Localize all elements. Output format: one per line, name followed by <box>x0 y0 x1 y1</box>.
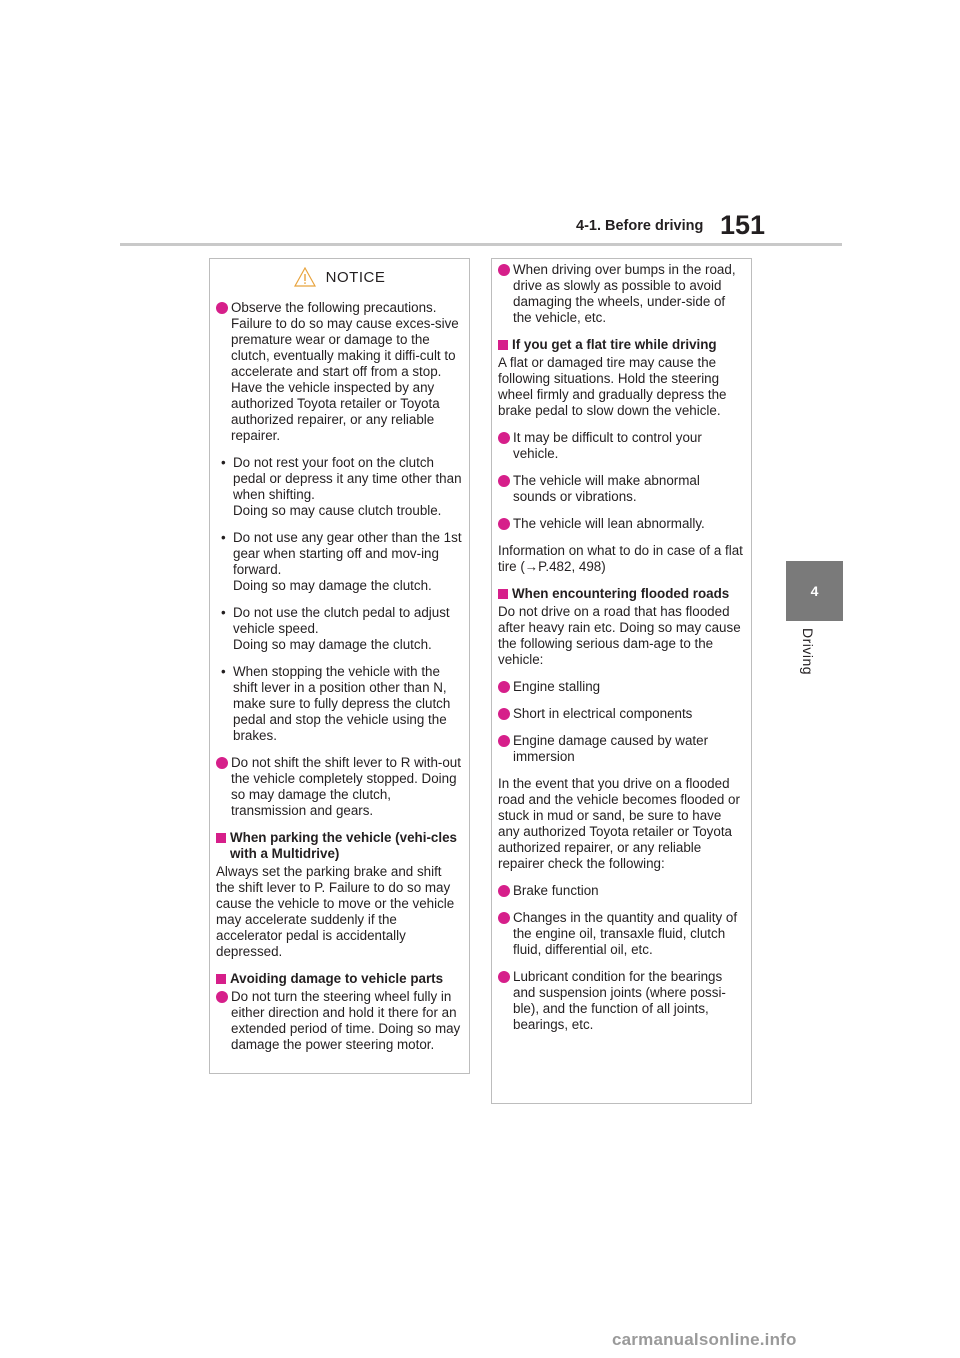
list-item: The vehicle will lean abnormally. <box>498 516 745 532</box>
bullet-icon <box>498 681 510 693</box>
list-item: Observe the following precautions. Failure to do so may cause exces-sive premature wear or damage to the clutch, eventually making it diffi-cult to accelerate and start off from a stop. Have the vehicle inspected by any authorized Toyota retailer or Toyota authorized repairer, or any reliable repairer. <box>216 300 463 444</box>
section-heading: When encountering flooded roads <box>498 586 745 602</box>
notice-title: NOTICE <box>325 268 386 286</box>
bullet-icon <box>216 757 228 769</box>
bullet-icon <box>498 708 510 720</box>
list-item: The vehicle will make abnormal sounds or vibrations. <box>498 473 745 505</box>
chapter-label: Driving <box>800 628 816 676</box>
section-heading: If you get a flat tire while driving <box>498 337 745 353</box>
header-rule <box>120 243 842 246</box>
list-item: • Do not use the clutch pedal to adjust vehicle speed. Doing so may damage the clutch. <box>221 605 450 652</box>
paragraph: In the event that you drive on a flooded road and the vehicle becomes flooded or stuck in mud or sand, be sure to have any authorized Toyota retailer or Toyota authorized repairer, or any reliable repairer check the following: <box>498 776 740 871</box>
list-item: Engine stalling <box>498 679 745 695</box>
list-item: Brake function <box>498 883 745 899</box>
square-bullet-icon <box>498 340 508 350</box>
bullet-icon <box>498 735 510 747</box>
section-heading: Avoiding damage to vehicle parts <box>216 971 463 987</box>
square-bullet-icon <box>216 833 226 843</box>
list-item: • When stopping the vehicle with the shift lever in a position other than N, make sure to fully depress the clutch pedal and stop the vehicle using the brakes. <box>221 664 451 743</box>
notice-header <box>216 265 463 289</box>
square-bullet-icon <box>498 589 508 599</box>
page-number: 151 <box>720 210 766 240</box>
bullet-icon <box>498 518 510 530</box>
bullet-icon <box>216 991 228 1003</box>
list-item: It may be difficult to control your vehicle. <box>498 430 745 462</box>
section-heading: When parking the vehicle (vehi-cles with a Multidrive) <box>216 830 463 862</box>
dash-bullet-icon: • <box>221 455 226 470</box>
list-item: Engine damage caused by water immersion <box>498 733 745 765</box>
paragraph: Information on what to do in case of a flat tire (→P.482, 498) <box>498 543 743 574</box>
bullet-icon <box>498 264 510 276</box>
dash-bullet-icon: • <box>221 530 226 545</box>
notice-panel-continued <box>491 258 752 1104</box>
paragraph: Do not drive on a road that has flooded after heavy rain etc. Doing so may cause the following serious dam-age to the vehicle: <box>498 604 741 667</box>
paragraph: A flat or damaged tire may cause the following situations. Hold the steering wheel firmly and gradually depress the brake pedal to slow down the vehicle. <box>498 355 727 418</box>
paragraph: Always set the parking brake and shift the shift lever to P. Failure to do so may cause the vehicle to move or the vehicle may accelerate suddenly if the accelerator pedal is accidentally depressed. <box>216 864 455 959</box>
header-section-title: 4-1. Before driving <box>576 218 704 234</box>
list-item: • Do not rest your foot on the clutch pedal or depress it any time other than when shifting. Doing so may cause clutch trouble. <box>221 455 462 518</box>
list-item: Changes in the quantity and quality of the engine oil, transaxle fluid, clutch fluid, differential oil, etc. <box>498 910 745 958</box>
bullet-icon <box>498 971 510 983</box>
list-item: When driving over bumps in the road, drive as slowly as possible to avoid damaging the wheels, under-side of the vehicle, etc. <box>498 262 745 326</box>
bullet-icon <box>498 432 510 444</box>
watermark: carmanualsonline.info <box>612 1330 797 1349</box>
dash-bullet-icon: • <box>221 605 226 620</box>
bullet-icon <box>498 885 510 897</box>
list-item: Do not turn the steering wheel fully in either direction and hold it there for an extended period of time. Doing so may damage the power steering motor. <box>216 989 463 1053</box>
list-item: Lubricant condition for the bearings and suspension joints (where possi-ble), and the function of all joints, bearings, etc. <box>498 969 745 1033</box>
chapter-tab: 4 <box>786 561 843 621</box>
list-item: Do not shift the shift lever to R with-out the vehicle completely stopped. Doing so may damage the clutch, transmission and gears. <box>216 755 463 819</box>
bullet-icon <box>498 475 510 487</box>
dash-bullet-icon: • <box>221 664 226 679</box>
bullet-icon <box>216 302 228 314</box>
notice-panel <box>209 258 470 1074</box>
bullet-icon <box>498 912 510 924</box>
list-item: • Do not use any gear other than the 1st gear when starting off and mov-ing forward. Doing so may damage the clutch. <box>221 530 462 593</box>
square-bullet-icon <box>216 974 226 984</box>
list-item: Short in electrical components <box>498 706 745 722</box>
warning-triangle-icon <box>294 267 316 287</box>
